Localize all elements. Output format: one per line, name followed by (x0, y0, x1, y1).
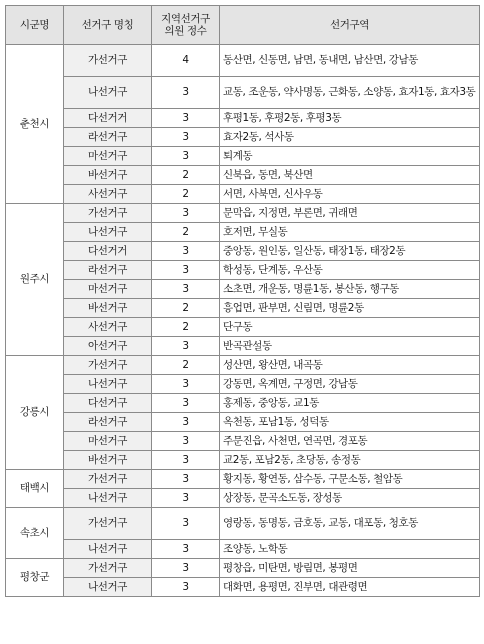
area-cell: 서면, 사북면, 신사우동 (220, 185, 480, 204)
district-name-cell: 가선거구 (64, 559, 152, 578)
seats-cell: 3 (152, 128, 220, 147)
area-cell: 단구동 (220, 318, 480, 337)
header-city: 시군명 (6, 6, 64, 45)
district-name-cell: 사선거구 (64, 318, 152, 337)
seats-cell: 3 (152, 337, 220, 356)
seats-cell: 2 (152, 356, 220, 375)
seats-cell: 3 (152, 280, 220, 299)
area-cell: 소초면, 개운동, 명륜1동, 봉산동, 행구동 (220, 280, 480, 299)
table-row (6, 394, 480, 413)
area-cell: 문막읍, 지정면, 부론면, 귀래면 (220, 204, 480, 223)
header-row (6, 6, 480, 45)
area-cell: 황지동, 황연동, 삼수동, 구문소동, 철암동 (220, 470, 480, 489)
seats-cell: 3 (152, 375, 220, 394)
area-cell: 주문진읍, 사천면, 연곡면, 경포동 (220, 432, 480, 451)
table-row (6, 432, 480, 451)
district-name-cell: 가선거구 (64, 45, 152, 77)
seats-cell: 2 (152, 318, 220, 337)
area-cell: 영랑동, 동명동, 금호동, 교동, 대포동, 청호동 (220, 508, 480, 540)
district-name-cell: 라선거구 (64, 261, 152, 280)
seats-cell: 3 (152, 394, 220, 413)
area-cell: 동산면, 신동면, 남면, 동내면, 남산면, 강남동 (220, 45, 480, 77)
area-cell: 상장동, 문곡소도동, 장성동 (220, 489, 480, 508)
table-body (6, 45, 480, 597)
district-name-cell: 다선거구 (64, 394, 152, 413)
seats-cell: 4 (152, 45, 220, 77)
table-row (6, 223, 480, 242)
seats-cell: 2 (152, 299, 220, 318)
table-row (6, 128, 480, 147)
district-name-cell: 가선거구 (64, 204, 152, 223)
table-row (6, 540, 480, 559)
district-name-cell: 가선거구 (64, 470, 152, 489)
table-row (6, 185, 480, 204)
area-cell: 호저면, 무실동 (220, 223, 480, 242)
area-cell: 교2동, 포남2동, 초당동, 송정동 (220, 451, 480, 470)
table-row (6, 413, 480, 432)
area-cell: 반곡관설동 (220, 337, 480, 356)
seats-cell: 3 (152, 470, 220, 489)
area-cell: 효자2동, 석사동 (220, 128, 480, 147)
area-cell: 조양동, 노학동 (220, 540, 480, 559)
table-row (6, 147, 480, 166)
table-row (6, 356, 480, 375)
seats-cell: 3 (152, 451, 220, 470)
seats-cell: 3 (152, 489, 220, 508)
table-row (6, 318, 480, 337)
district-name-cell: 라선거구 (64, 413, 152, 432)
area-cell: 성산면, 왕산면, 내곡동 (220, 356, 480, 375)
table-row (6, 280, 480, 299)
district-name-cell: 나선거구 (64, 375, 152, 394)
district-name-cell: 나선거구 (64, 223, 152, 242)
area-cell: 강동면, 옥계면, 구정면, 강남동 (220, 375, 480, 394)
table-row (6, 299, 480, 318)
table-row (6, 451, 480, 470)
district-name-cell: 마선거구 (64, 147, 152, 166)
seats-cell: 2 (152, 166, 220, 185)
district-name-cell: 바선거구 (64, 299, 152, 318)
header-area: 선거구역 (220, 6, 480, 45)
table-row (6, 337, 480, 356)
district-name-cell: 다선거거 (64, 109, 152, 128)
header-district: 선거구 명칭 (64, 6, 152, 45)
district-name-cell: 나선거구 (64, 489, 152, 508)
table-row (6, 489, 480, 508)
seats-cell: 3 (152, 109, 220, 128)
seats-cell: 3 (152, 578, 220, 597)
area-cell: 홍제동, 중앙동, 교1동 (220, 394, 480, 413)
area-cell: 후평1동, 후평2동, 후평3동 (220, 109, 480, 128)
table-row (6, 578, 480, 597)
district-name-cell: 마선거구 (64, 432, 152, 451)
city-cell: 태백시 (6, 470, 64, 508)
table-row (6, 261, 480, 280)
area-cell: 신북읍, 동면, 북산면 (220, 166, 480, 185)
seats-cell: 2 (152, 223, 220, 242)
district-name-cell: 사선거구 (64, 185, 152, 204)
table-row (6, 559, 480, 578)
table-row (6, 242, 480, 261)
seats-cell: 3 (152, 540, 220, 559)
district-name-cell: 바선거구 (64, 451, 152, 470)
district-table (5, 5, 480, 597)
district-name-cell: 나선거구 (64, 540, 152, 559)
area-cell: 중앙동, 원인동, 일산동, 태장1동, 태장2동 (220, 242, 480, 261)
city-cell: 원주시 (6, 204, 64, 356)
seats-cell: 3 (152, 432, 220, 451)
city-cell: 강릉시 (6, 356, 64, 470)
header-seats: 지역선거구 의원 정수 (152, 6, 220, 45)
area-cell: 교동, 조운동, 약사명동, 근화동, 소양동, 효자1동, 효자3동 (220, 77, 480, 109)
district-name-cell: 나선거구 (64, 77, 152, 109)
table-row (6, 375, 480, 394)
district-name-cell: 마선거구 (64, 280, 152, 299)
table-row (6, 508, 480, 540)
district-name-cell: 나선거구 (64, 578, 152, 597)
table-row (6, 470, 480, 489)
seats-cell: 3 (152, 242, 220, 261)
seats-cell: 2 (152, 185, 220, 204)
seats-cell: 3 (152, 204, 220, 223)
district-name-cell: 다선거거 (64, 242, 152, 261)
table-row (6, 109, 480, 128)
city-cell: 평창군 (6, 559, 64, 597)
area-cell: 옥천동, 포남1동, 성덕동 (220, 413, 480, 432)
table-row (6, 45, 480, 77)
area-cell: 대화면, 용평면, 진부면, 대관령면 (220, 578, 480, 597)
seats-cell: 3 (152, 147, 220, 166)
area-cell: 흥업면, 판부면, 신림면, 명륜2동 (220, 299, 480, 318)
district-name-cell: 가선거구 (64, 508, 152, 540)
table-row (6, 166, 480, 185)
table-row (6, 77, 480, 109)
district-name-cell: 바선거구 (64, 166, 152, 185)
area-cell: 퇴계동 (220, 147, 480, 166)
seats-cell: 3 (152, 559, 220, 578)
area-cell: 학성동, 단계동, 우산동 (220, 261, 480, 280)
city-cell: 속초시 (6, 508, 64, 559)
table-row (6, 204, 480, 223)
seats-cell: 3 (152, 261, 220, 280)
district-name-cell: 가선거구 (64, 356, 152, 375)
district-name-cell: 아선거구 (64, 337, 152, 356)
seats-cell: 3 (152, 508, 220, 540)
district-name-cell: 라선거구 (64, 128, 152, 147)
seats-cell: 3 (152, 413, 220, 432)
area-cell: 평창읍, 미탄면, 방림면, 봉평면 (220, 559, 480, 578)
seats-cell: 3 (152, 77, 220, 109)
city-cell: 춘천시 (6, 45, 64, 204)
